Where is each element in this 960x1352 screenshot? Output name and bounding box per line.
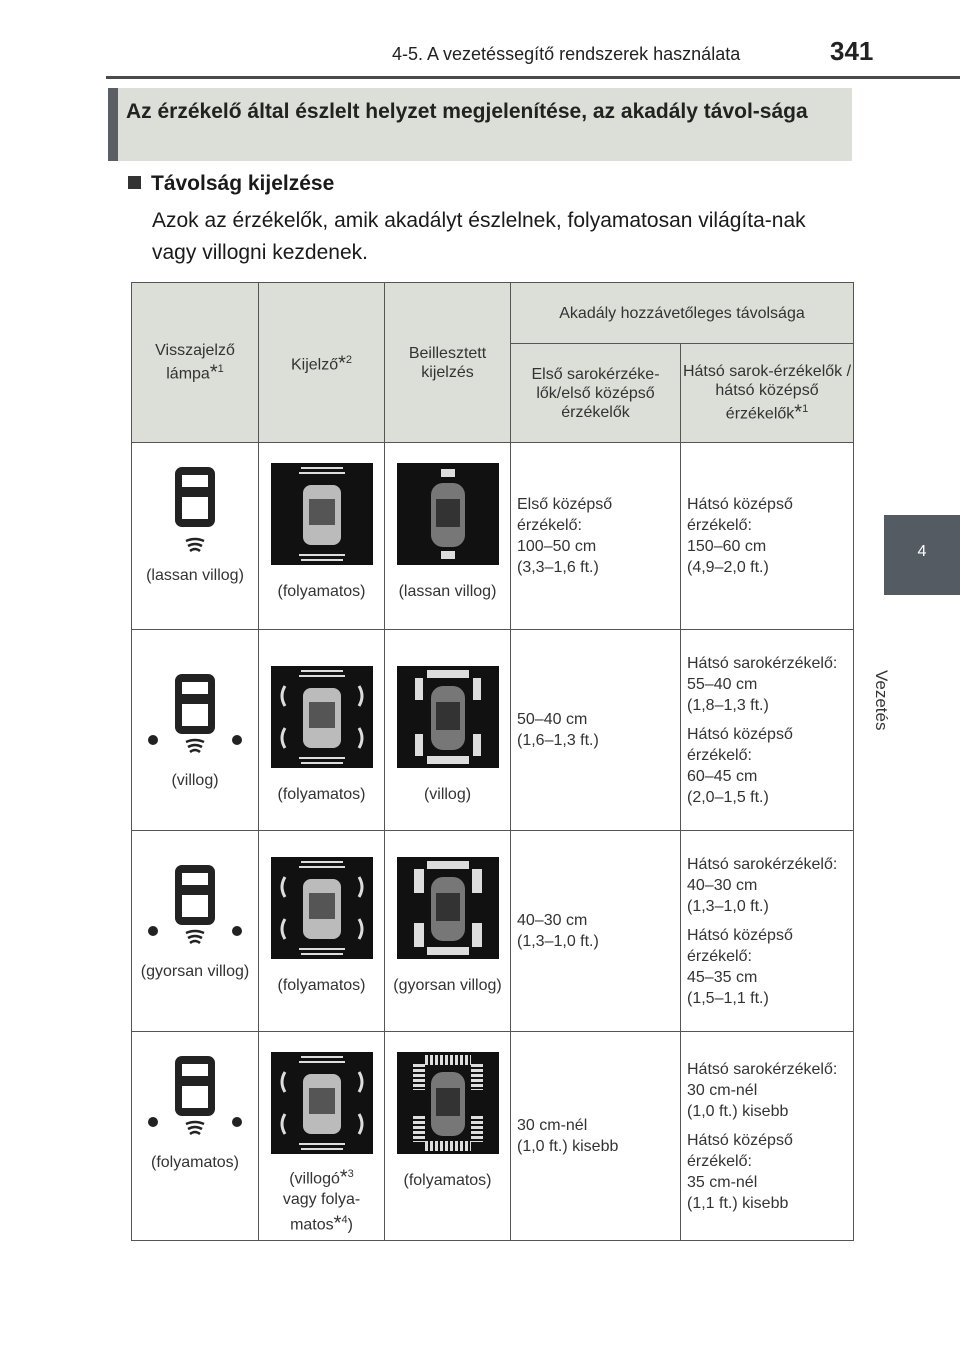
text-line: 35 cm-nél (687, 1173, 758, 1191)
lamp-caption: (villog) (171, 772, 219, 789)
built-in-cell (385, 1032, 511, 1241)
lamp-cell (132, 443, 259, 630)
text-line: (2,0–1,5 ft.) (687, 788, 769, 806)
text-line: Hátsó sarokérzékelő: (687, 855, 838, 873)
chapter-label: Vezetés (872, 670, 891, 731)
built-in-caption: (villog) (423, 786, 472, 803)
built-in-caption: (lassan villog) (398, 583, 497, 600)
indicator-cell (259, 1032, 385, 1241)
sensor-lamp-icon (145, 672, 245, 762)
text-line: (1,0 ft.) kisebb (687, 1102, 789, 1120)
indicator-cell (259, 831, 385, 1032)
indicator-caption: (folyamatos) (277, 786, 366, 803)
text-line: 40–30 cm (517, 912, 588, 929)
text-line: (1,3–1,0 ft.) (687, 897, 769, 915)
page-number: 341 (830, 36, 874, 66)
display-image (271, 463, 373, 565)
vehicle-display-icon (271, 666, 373, 768)
rear-distance-text (687, 854, 853, 917)
footnote-ref: 3 (347, 1168, 354, 1180)
rear-distance-text (687, 925, 853, 1009)
footnote-ref: 2 (345, 353, 353, 366)
display-image (397, 666, 499, 768)
rear-distance-text (687, 724, 853, 808)
lamp-cell (132, 630, 259, 831)
footnote-star: * (339, 1166, 348, 1189)
footnote-star: * (209, 361, 218, 384)
display-image (271, 666, 373, 768)
built-in-cell (385, 443, 511, 630)
text-line: 150–60 cm (687, 538, 767, 555)
text-line: (4,9–2,0 ft.) (687, 559, 769, 576)
footnote-star: * (333, 1212, 342, 1235)
vehicle-display-icon (397, 857, 499, 959)
header-built-in: Beillesztett kijelzés (385, 283, 511, 443)
header-indicator-text: Kijelző (290, 356, 339, 374)
footnote-star: * (794, 401, 803, 424)
table-row (132, 1032, 854, 1241)
footnote-ref: 1 (217, 363, 224, 376)
sensor-lamp-icon (145, 863, 245, 953)
square-bullet-icon (128, 176, 141, 189)
table-row (132, 630, 854, 831)
table-row (132, 443, 854, 630)
caption-part: matos (290, 1216, 334, 1234)
indicator-cell (259, 630, 385, 831)
lamp-cell (132, 1032, 259, 1241)
caption-part: vagy folya- (282, 1191, 361, 1209)
subsection-heading (128, 172, 334, 196)
vehicle-display-icon (397, 666, 499, 768)
sensor-lamp-icon (145, 1054, 245, 1144)
built-in-caption: (folyamatos) (403, 1172, 492, 1189)
lamp-caption: (lassan villog) (146, 567, 244, 584)
front-distance-cell (511, 630, 681, 831)
rear-distance-text (687, 1130, 853, 1214)
text-line: 50–40 cm (517, 711, 588, 728)
display-image (271, 857, 373, 959)
rear-distance-cell (681, 443, 854, 630)
text-line: 55–40 cm (687, 675, 758, 693)
rear-distance-text (687, 653, 853, 716)
header-lamp-text: Visszajelző lámpa (155, 342, 235, 383)
front-distance-cell (511, 831, 681, 1032)
text-line: (3,3–1,6 ft.) (517, 559, 599, 576)
front-distance-text (517, 1115, 680, 1157)
front-distance-text (517, 910, 680, 952)
text-line: (1,3–1,0 ft.) (517, 933, 599, 950)
rear-distance-cell (681, 630, 854, 831)
indicator-caption: (folyamatos) (277, 583, 366, 600)
built-in-cell (385, 630, 511, 831)
indicator-cell (259, 443, 385, 630)
text-line: 40–30 cm (687, 876, 758, 894)
indicator-caption (259, 1164, 384, 1236)
chapter-tab (884, 515, 960, 595)
text-line: Hátsó sarokérzékelő: (687, 654, 838, 672)
built-in-cell (385, 831, 511, 1032)
front-distance-cell (511, 443, 681, 630)
vehicle-display-icon (271, 1052, 373, 1154)
header-rear-text: Hátsó sarok-érzékelők / hátsó középső érzékelők (682, 363, 852, 423)
text-line: 100–50 cm (517, 538, 597, 555)
text-line: 60–45 cm (687, 767, 758, 785)
rear-distance-cell (681, 1032, 854, 1241)
footnote-ref: 1 (802, 403, 809, 416)
header-rule (106, 76, 960, 79)
header-front: Első sarokérzéke-lők/első középső érzékelők (511, 344, 681, 443)
text-line: 30 cm-nél (687, 1081, 758, 1099)
chapter-label-wrap (872, 600, 945, 731)
table-row (132, 831, 854, 1032)
vehicle-display-icon (397, 1052, 499, 1154)
rear-distance-text (687, 494, 853, 578)
lamp-caption: (gyorsan villog) (140, 963, 250, 980)
front-distance-text (517, 709, 680, 751)
indicator-caption: (folyamatos) (277, 977, 366, 994)
vehicle-display-icon (271, 857, 373, 959)
caption-part: ) (347, 1216, 353, 1234)
text-line: (1,1 ft.) kisebb (687, 1194, 789, 1212)
display-image (397, 463, 499, 565)
text-line: Első középső érzékelő: (517, 496, 613, 534)
running-header-title: 4-5. A vezetéssegítő rendszerek használata (392, 44, 741, 64)
lamp-cell (132, 831, 259, 1032)
footnote-ref: 4 (341, 1214, 348, 1227)
text-line: Hátsó középső érzékelő: (687, 1131, 793, 1170)
footnote-star: * (338, 352, 346, 375)
header-lamp (132, 283, 259, 443)
chapter-number: 4 (917, 543, 927, 560)
text-line: Hátsó sarokérzékelő: (687, 1060, 838, 1078)
text-line: Hátsó középső érzékelő: (687, 496, 793, 534)
text-line: (1,6–1,3 ft.) (517, 732, 599, 749)
text-line: (1,8–1,3 ft.) (687, 696, 769, 714)
header-distance: Akadály hozzávetőleges távolsága (511, 283, 854, 344)
caption-part: (villogó (289, 1170, 340, 1188)
display-image (397, 1052, 499, 1154)
text-line: (1,0 ft.) kisebb (517, 1138, 619, 1155)
vehicle-display-icon (397, 463, 499, 565)
front-distance-text (517, 494, 680, 578)
sensor-lamp-icon (150, 465, 240, 557)
rear-distance-text (687, 1059, 853, 1122)
front-distance-cell (511, 1032, 681, 1241)
vehicle-display-icon (271, 463, 373, 565)
rear-distance-cell (681, 831, 854, 1032)
subsection-paragraph: Azok az érzékelők, amik akadályt észlelnek, folyamatosan világíta-nak vagy villogni kezdenek. (152, 209, 806, 264)
text-line: (1,5–1,1 ft.) (687, 989, 769, 1007)
header-indicator (259, 283, 385, 443)
built-in-caption: (gyorsan villog) (393, 977, 502, 994)
text-line: 30 cm-nél (517, 1117, 588, 1134)
section-title: Az érzékelő által észlelt helyzet megjelenítése, az akadály távol-sága (126, 100, 808, 123)
display-image (397, 857, 499, 959)
section-title-bar (108, 88, 118, 161)
subsection-title: Távolság kijelzése (151, 172, 335, 195)
distance-table (131, 282, 854, 1241)
text-line: Hátsó középső érzékelő: (687, 926, 793, 965)
text-line: 45–35 cm (687, 968, 758, 986)
text-line: Hátsó középső érzékelő: (687, 725, 793, 764)
display-image (271, 1052, 373, 1154)
lamp-caption: (folyamatos) (150, 1154, 240, 1171)
header-rear (681, 344, 854, 443)
